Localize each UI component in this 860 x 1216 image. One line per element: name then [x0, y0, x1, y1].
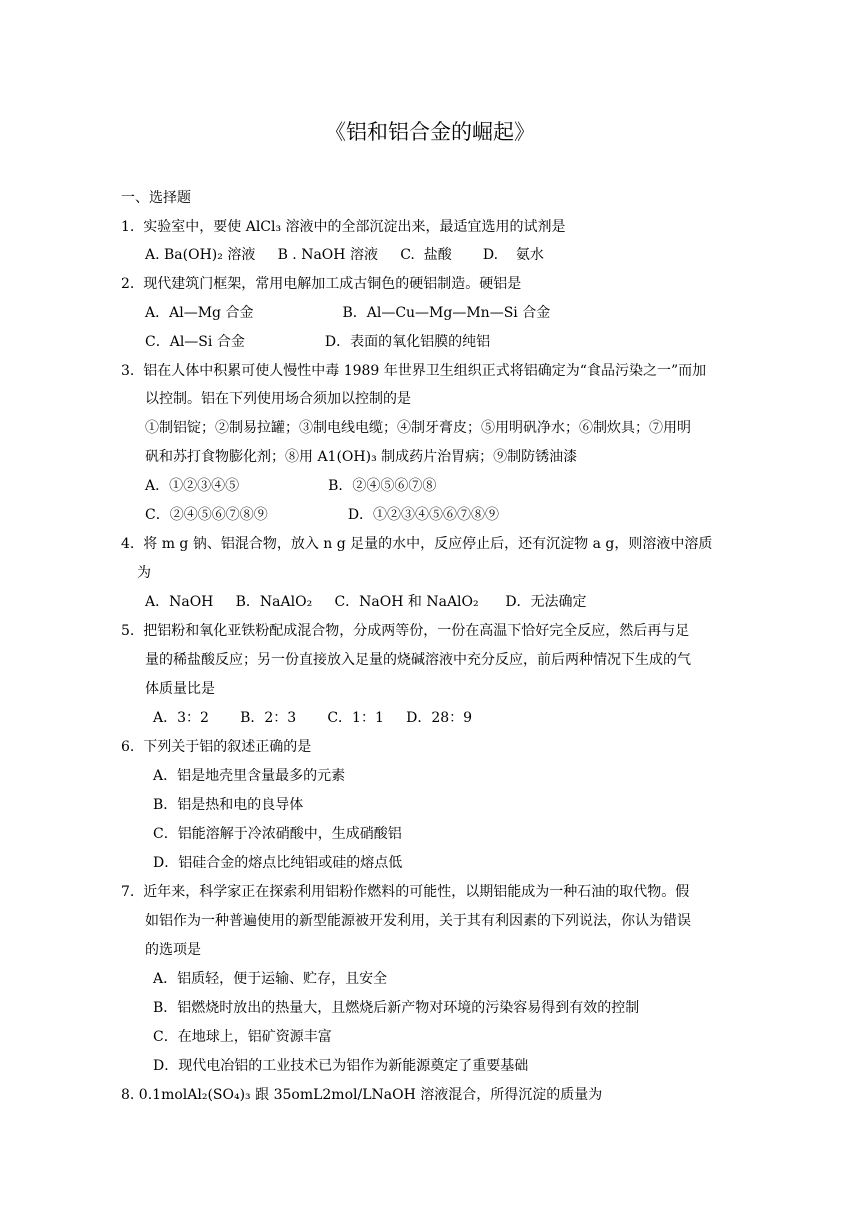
option-line: A．铝质轻，便于运输、贮存，且安全: [153, 971, 388, 987]
document-title: 《铝和铝合金的崛起》: [325, 120, 535, 144]
question-line: 8. 0.1molAl₂(SO₄)₃ 跟 35omL2mol/LNaOH 溶液混合，所得沉淀的质量为: [121, 1087, 603, 1103]
option-line: A．铝是地壳里含量最多的元素: [153, 768, 346, 784]
question-line: 1. 实验室中，要使 AlCl₃ 溶液中的全部沉淀出来，最适宜选用的试剂是: [121, 219, 566, 235]
question-line: 7. 近年来，科学家正在探索利用铝粉作燃料的可能性，以期铝能成为一种石油的取代物。假: [121, 884, 690, 900]
section-heading: 一、选择题: [121, 190, 191, 206]
option-line: C．铝能溶解于冷浓硝酸中，生成硝酸铝: [153, 826, 402, 842]
question-line: 矾和苏打食物膨化剂；⑧用 A1(OH)₃ 制成药片治胃病；⑨制防锈油漆: [145, 449, 578, 465]
option-line: D．现代电冶铝的工业技术已为铝作为新能源奠定了重要基础: [153, 1058, 529, 1074]
question-line: 如铝作为一种普遍使用的新型能源被开发利用，关于其有利因素的下列说法，你认为错误: [145, 913, 691, 929]
question-line: 的选项是: [145, 942, 201, 958]
option-line: D．铝硅合金的熔点比纯铝或硅的熔点低: [153, 855, 403, 871]
option-line: A．NaOH B．NaAlO₂ C．NaOH 和 NaAlO₂ D．无法确定: [145, 594, 587, 610]
option-line: C．Al—Si 合金 D．表面的氧化铝膜的纯铝: [145, 334, 491, 350]
option-line: A. Ba(OH)₂ 溶液 B . NaOH 溶液 C. 盐酸 D. 氨水: [145, 247, 544, 263]
question-line: 5. 把铝粉和氧化亚铁粉配成混合物，分成两等份，一份在高温下恰好完全反应，然后再与足: [121, 623, 690, 639]
question-line: 2. 现代建筑门框架，常用电解加工成古铜色的硬铝制造。硬铝是: [121, 276, 522, 292]
question-line: 体质量比是: [145, 681, 215, 697]
option-line: B．铝是热和电的良导体: [153, 797, 304, 813]
question-line: 为: [137, 565, 151, 581]
question-line: 6. 下列关于铝的叙述正确的是: [121, 739, 312, 755]
question-line: 3. 铝在人体中积累可使人慢性中毒 1989 年世界卫生组织正式将铝确定为“食品污染之一”而加: [121, 363, 707, 379]
question-line: ①制铝锭；②制易拉罐；③制电线电缆；④制牙膏皮；⑤用明矾净水；⑥制炊具；⑦用明: [145, 420, 691, 436]
question-line: 量的稀盐酸反应；另一份直接放入足量的烧碱溶液中充分反应，前后两种情况下生成的气: [145, 652, 691, 668]
option-line: C．在地球上，铝矿资源丰富: [153, 1029, 332, 1045]
option-line: C．②④⑤⑥⑦⑧⑨ D．①②③④⑤⑥⑦⑧⑨: [145, 507, 500, 523]
option-line: A．Al—Mg 合金 B．Al—Cu—Mg—Mn—Si 合金: [145, 305, 551, 321]
question-line: 以控制。铝在下列使用场合须加以控制的是: [145, 391, 411, 407]
question-line: 4. 将 m g 钠、铝混合物，放入 n g 足量的水中，反应停止后，还有沉淀物 a g，则溶液中溶质: [121, 536, 713, 552]
option-line: B．铝燃烧时放出的热量大，且燃烧后新产物对环境的污染容易得到有效的控制: [153, 1000, 640, 1016]
option-line: A．①②③④⑤ B．②④⑤⑥⑦⑧: [145, 478, 437, 494]
option-line: A．3：2 B．2：3 C．1：1 D．28：9: [153, 710, 473, 726]
